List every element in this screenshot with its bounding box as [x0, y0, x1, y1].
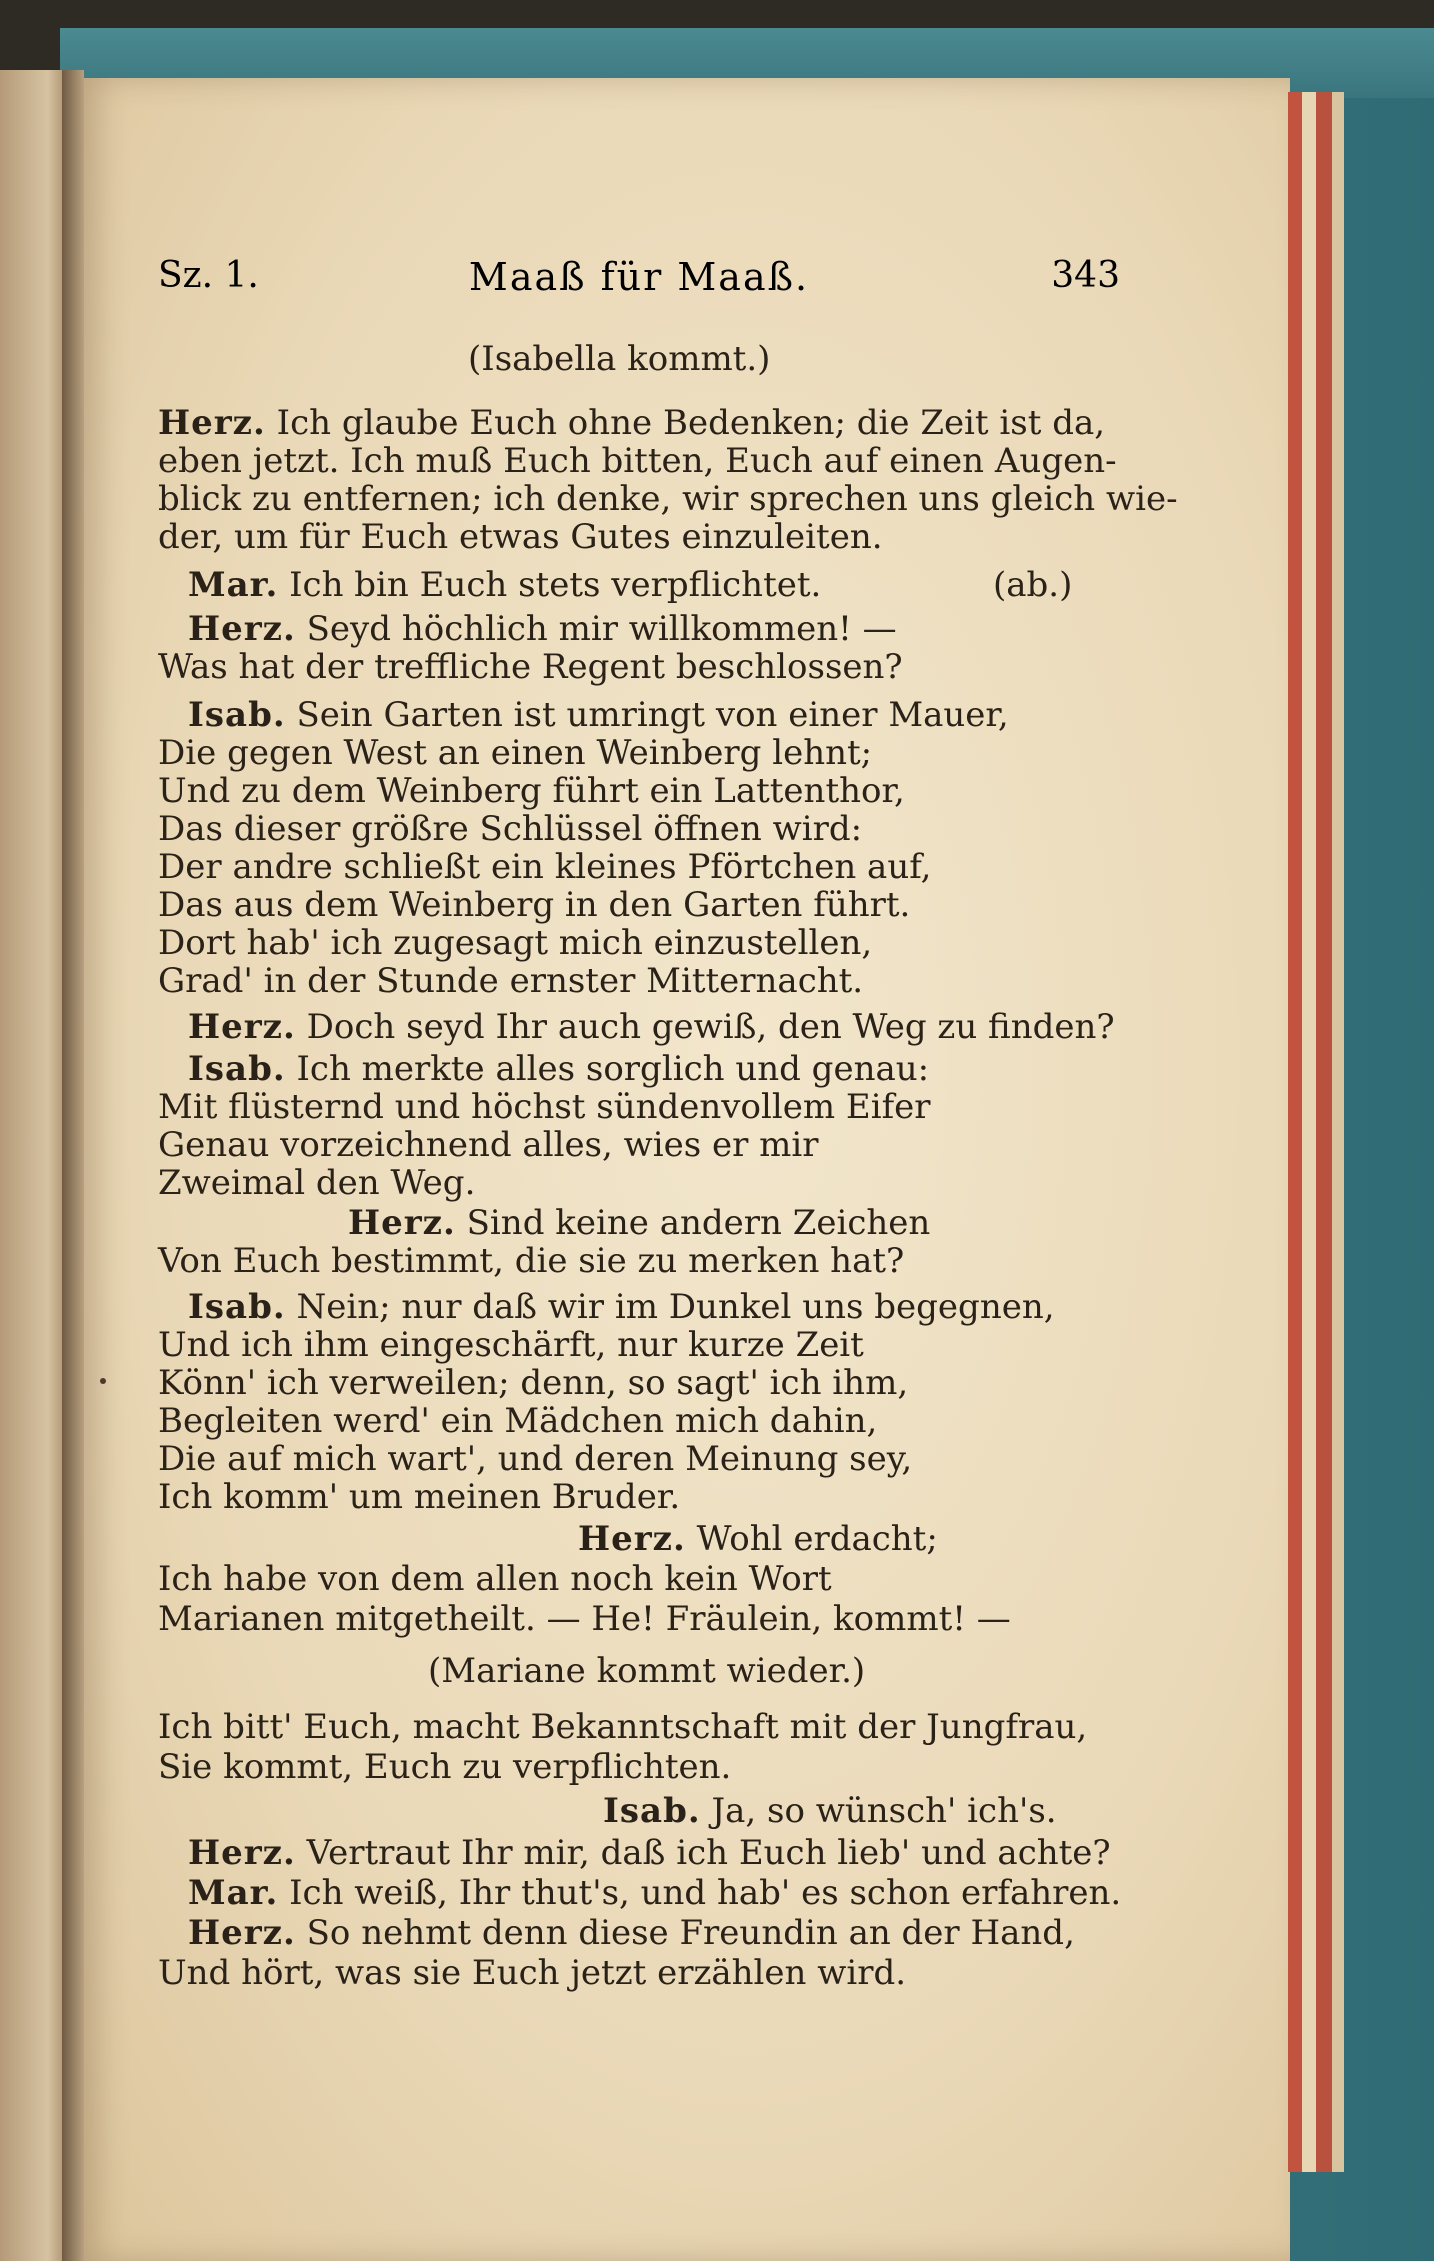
- verse-line: Grad' in der Stunde ernster Mitternacht.: [158, 961, 864, 1001]
- dialogue-line: Isab. Nein; nur daß wir im Dunkel uns begegnen,: [188, 1287, 1055, 1327]
- text-line: der, um für Euch etwas Gutes einzuleiten.: [158, 517, 883, 557]
- text-line: eben jetzt. Ich muß Euch bitten, Euch auf einen Augen-: [158, 441, 1117, 481]
- dialogue-line: Herz. Doch seyd Ihr auch gewiß, den Weg zu finden?: [188, 1007, 1115, 1047]
- verse-line: Begleiten werd' ein Mädchen mich dahin,: [158, 1401, 878, 1441]
- verse-line: Sie kommt, Euch zu verpflichten.: [158, 1747, 732, 1787]
- dialogue-line: Isab. Sein Garten ist umringt von einer Mauer,: [188, 695, 1009, 735]
- facing-page-edge: [0, 70, 68, 2261]
- speaker-name: Isab.: [603, 1791, 701, 1831]
- verse-line: Und ich ihm eingeschärft, nur kurze Zeit: [158, 1325, 864, 1365]
- verse-line: Das dieser größre Schlüssel öffnen wird:: [158, 809, 863, 849]
- stage-direction: (ab.): [993, 565, 1073, 605]
- play-title: Maaß für Maaß.: [468, 255, 810, 299]
- verse-line: Ich bitt' Euch, macht Bekanntschaft mit der Jungfrau,: [158, 1707, 1088, 1747]
- speaker-name: Isab.: [188, 1287, 286, 1327]
- dialogue-line: Herz. So nehmt denn diese Freundin an der Hand,: [188, 1913, 1075, 1953]
- verse-line: Mit flüsternd und höchst sündenvollem Eifer: [158, 1087, 931, 1127]
- cream-page-edge: [1302, 92, 1316, 2172]
- dialogue-line: Mar. Ich weiß, Ihr thut's, und hab' es schon erfahren.: [188, 1873, 1122, 1913]
- scene-label: Sz. 1.: [158, 255, 259, 296]
- speaker-name: Isab.: [188, 1049, 286, 1089]
- verse-line: Das aus dem Weinberg in den Garten führt.: [158, 885, 911, 925]
- red-page-edge: [1316, 92, 1332, 2172]
- verse-line: Der andre schließt ein kleines Pförtchen auf,: [158, 847, 932, 887]
- verse-line: Die auf mich wart', und deren Meinung sey,: [158, 1439, 913, 1479]
- verse-line: Zweimal den Weg.: [158, 1163, 476, 1203]
- speaker-name: Mar.: [188, 565, 279, 605]
- running-header: [158, 255, 1120, 301]
- cream-page-edge: [1332, 92, 1344, 2172]
- speaker-name: Herz.: [348, 1203, 456, 1243]
- dialogue-line: Isab. Ja, so wünsch' ich's.: [603, 1791, 1057, 1831]
- text-line: blick zu entfernen; ich denke, wir sprechen uns gleich wie-: [158, 479, 1178, 519]
- dialogue-line: Herz. Seyd höchlich mir willkommen! —: [188, 609, 897, 649]
- verse-line: Von Euch bestimmt, die sie zu merken hat?: [158, 1241, 905, 1281]
- verse-line: Ich habe von dem allen noch kein Wort: [158, 1559, 832, 1599]
- verse-line: Marianen mitgetheilt. — He! Fräulein, kommt! —: [158, 1599, 1011, 1639]
- dialogue-line: Isab. Ich merkte alles sorglich und genau:: [188, 1049, 930, 1089]
- speaker-name: Herz.: [188, 609, 296, 649]
- dialogue-line: Herz. Vertraut Ihr mir, daß ich Euch lieb' und achte?: [188, 1833, 1111, 1873]
- page-number: 343: [1051, 255, 1120, 296]
- speaker-name: Mar.: [188, 1873, 279, 1913]
- dialogue-line: Herz. Wohl erdacht;: [578, 1519, 938, 1559]
- speaker-name: Herz.: [188, 1007, 296, 1047]
- verse-line: Und hört, was sie Euch jetzt erzählen wird.: [158, 1953, 907, 1993]
- text-line: Was hat der treffliche Regent beschlossen?: [158, 647, 903, 687]
- speaker-name: Isab.: [188, 695, 286, 735]
- stage-direction: (Isabella kommt.): [468, 339, 771, 379]
- speaker-name: Herz.: [188, 1833, 296, 1873]
- dialogue-line: Mar. Ich bin Euch stets verpflichtet.: [188, 565, 822, 605]
- verse-line: Die gegen West an einen Weinberg lehnt;: [158, 733, 873, 773]
- page-gutter: [62, 70, 84, 2261]
- dialogue-line: Herz. Ich glaube Euch ohne Bedenken; die Zeit ist da,: [158, 403, 1106, 443]
- verse-line: Dort hab' ich zugesagt mich einzustellen,: [158, 923, 873, 963]
- stage-direction: (Mariane kommt wieder.): [428, 1651, 866, 1691]
- speaker-name: Herz.: [158, 403, 266, 443]
- speaker-name: Herz.: [578, 1519, 686, 1559]
- verse-line: Und zu dem Weinberg führt ein Lattenthor,: [158, 771, 905, 811]
- verse-line: Ich komm' um meinen Bruder.: [158, 1477, 681, 1517]
- page-edges: [1288, 92, 1368, 2172]
- verse-line: Könn' ich verweilen; denn, so sagt' ich ihm,: [158, 1363, 909, 1403]
- speaker-name: Herz.: [188, 1913, 296, 1953]
- verse-line: Genau vorzeichnend alles, wies er mir: [158, 1125, 819, 1165]
- dialogue-line: Herz. Sind keine andern Zeichen: [348, 1203, 931, 1243]
- ink-speck: [100, 1378, 106, 1384]
- red-page-edge: [1288, 92, 1302, 2172]
